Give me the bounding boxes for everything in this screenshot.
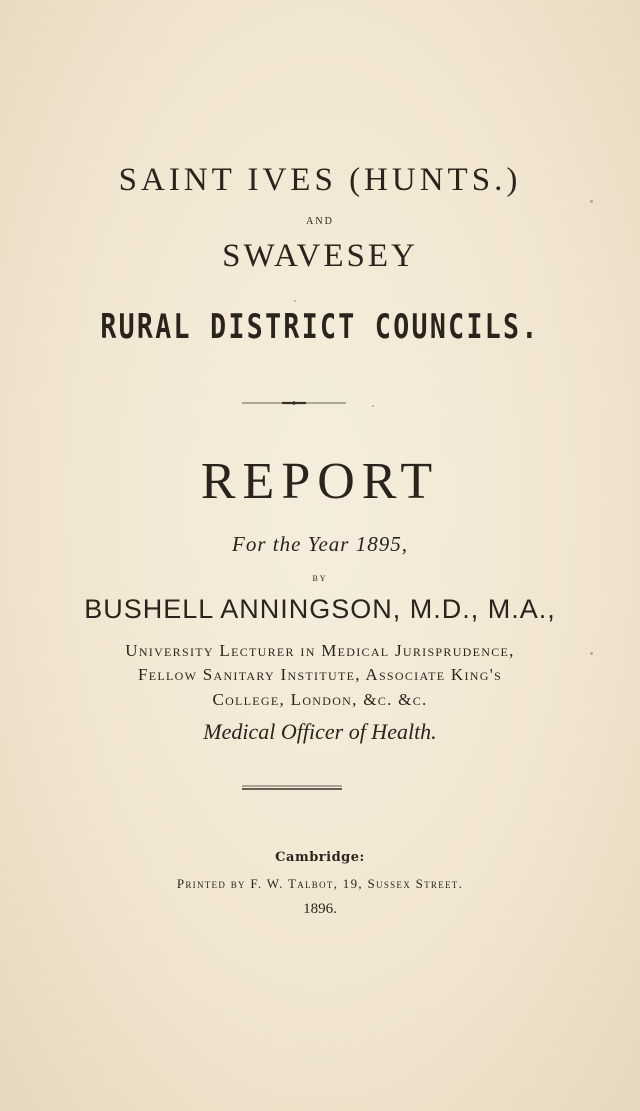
title-line-2: SWAVESEY [222,238,418,274]
by-label: BY [312,574,328,583]
paper-speck [372,405,374,407]
author-credential-1: University Lecturer in Medical Jurisprudence, [125,641,515,660]
author-name: BUSHELL ANNINGSON, M.D., M.A., [84,594,556,624]
title-line-3: RURAL DISTRICT COUNCILS. [100,307,540,347]
author-credential-2: Fellow Sanitary Institute, Associate King's [137,665,503,684]
report-year: For the Year 1895, [232,532,408,556]
title-line-1: SAINT IVES (HUNTS.) [118,162,522,198]
ornamental-rule-top [242,401,346,405]
report-heading: REPORT [200,453,440,510]
imprint-year: 1896. [303,901,337,917]
imprint-place: Cambridge: [275,850,365,865]
double-rule [242,783,342,793]
paper-speck [590,652,593,655]
author-credential-3: College, London, &c. &c. [212,690,428,709]
author-role: Medical Officer of Health. [203,719,437,744]
imprint-printer: Printed by F. W. Talbot, 19, Sussex Street. [176,876,464,891]
paper-speck [590,200,593,203]
paper-speck [294,300,296,302]
title-and: AND [306,216,334,227]
